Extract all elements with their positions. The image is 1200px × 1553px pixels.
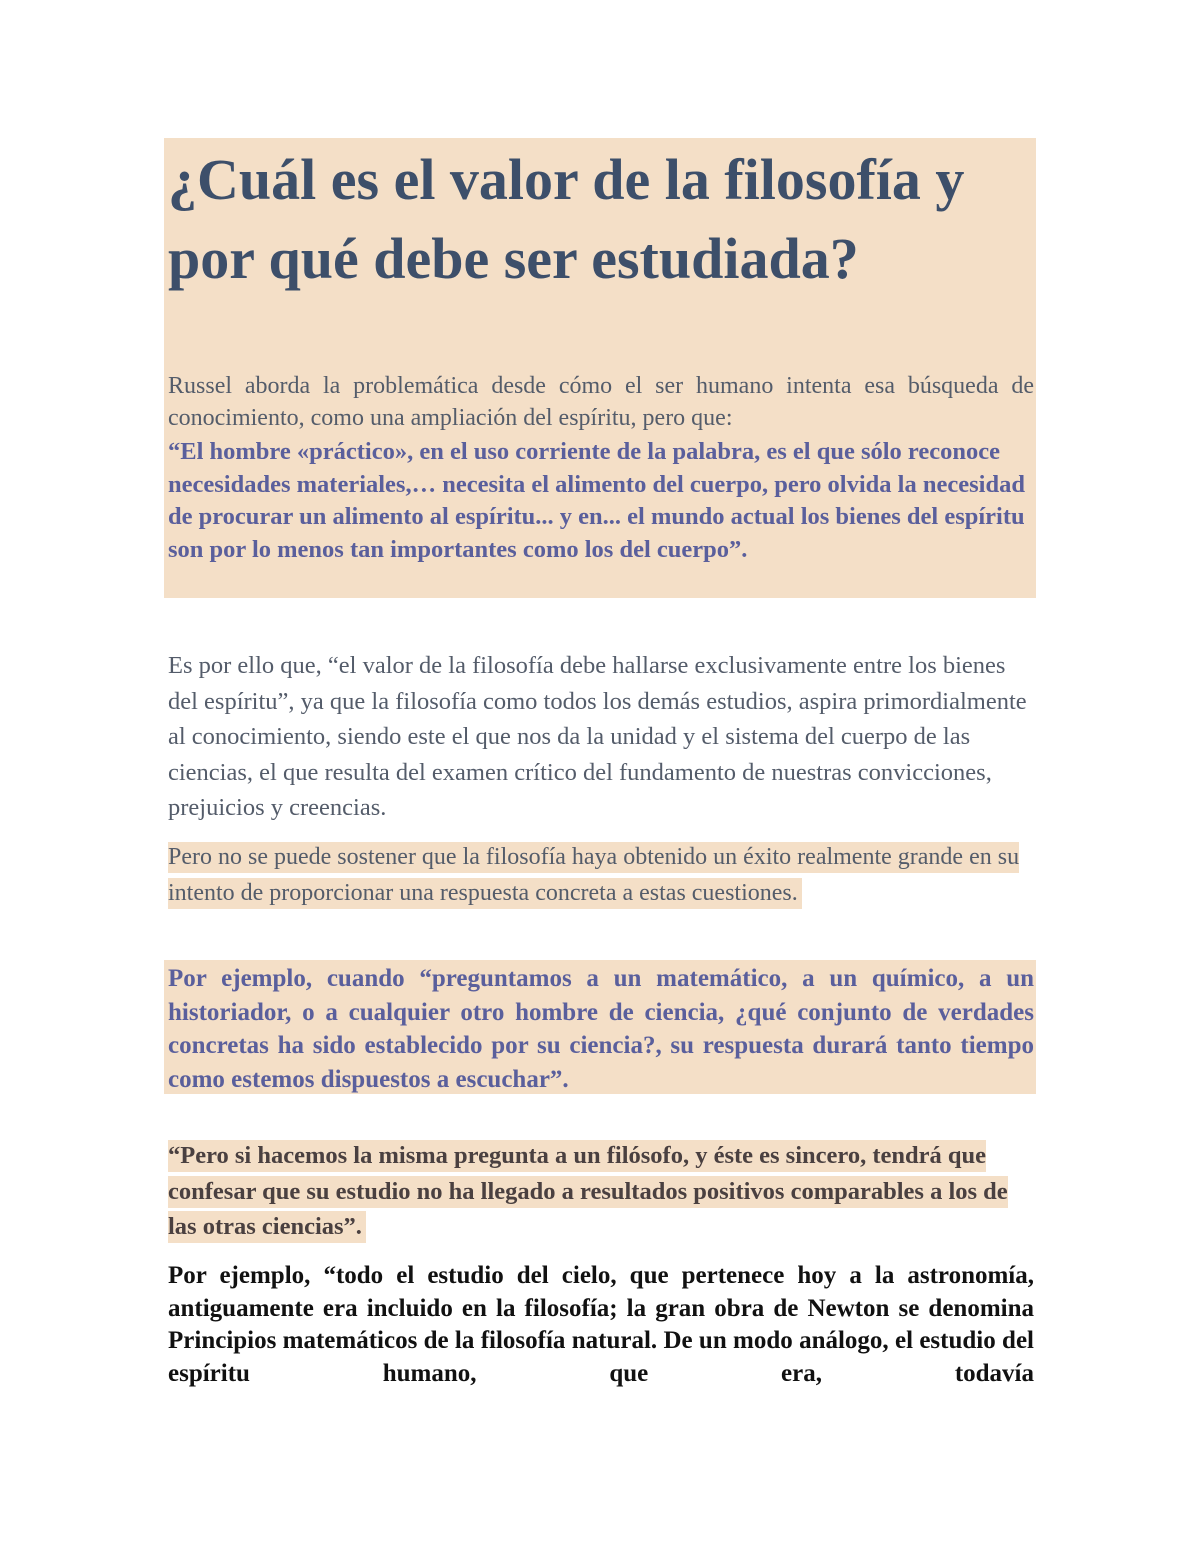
quote-practical-man: “El hombre «práctico», en el uso corriente de la palabra, es el que sólo reconoce necesidades materiales,… necesita el alimento del cuerpo, pero olvida la necesidad de procurar un alimento al espíritu... y en... el mundo actual los bienes del espíritu son por lo menos tan importantes como los del cuerpo”. [168, 438, 1025, 563]
paragraph-no-concrete-answer-text: Pero no se puede sostener que la filosofía haya obtenido un éxito realmente grande en su intento de proporcionar una respuesta concreta a estas cuestiones. [168, 842, 1019, 909]
paragraph-astronomy-example: Por ejemplo, “todo el estudio del cielo, que pertenece hoy a la astronomía, antiguamente era incluido en la filosofía; la gran obra de Newton se denomina Principios matemáticos de la filosofía natural. De un modo análogo, el estudio del espíritu humano, que era, todavía [168, 1262, 1034, 1387]
intro-paragraph: Russel aborda la problemática desde cómo el ser humano intenta esa búsqueda de conocimiento, como una ampliación del espíritu, pero que: [168, 373, 1034, 431]
paragraph-value-of-philosophy: Es por ello que, “el valor de la filosofía debe hallarse exclusivamente entre los bienes del espíritu”, ya que la filosofía como todos los demás estudios, aspira primordialmente al conocimiento, siendo este el que nos da la unidad y el sistema del cuerpo de las ciencias, el que resulta del examen crítico del fundamento de nuestras convicciones, prejuicios y creencias. [168, 652, 1027, 821]
quote-philosopher [168, 1138, 1038, 1245]
document-title: ¿Cuál es el valor de la filosofía y por qué debe ser estudiada? [168, 147, 965, 291]
paragraph-no-concrete-answer [168, 840, 1038, 911]
quote-philosopher-text: “Pero si hacemos la misma pregunta a un filósofo, y éste es sincero, tendrá que confesar que su estudio no ha llegado a resultados positivos comparables a los de las otras ciencias”. [168, 1140, 1008, 1243]
quote-scientist: Por ejemplo, cuando “preguntamos a un matemático, a un químico, a un historiador, o a cualquier otro hombre de ciencia, ¿qué conjunto de verdades concretas ha sido establecido por su ciencia?, su respuesta durará tanto tiempo como estemos dispuestos a escuchar”. [168, 965, 1034, 1093]
